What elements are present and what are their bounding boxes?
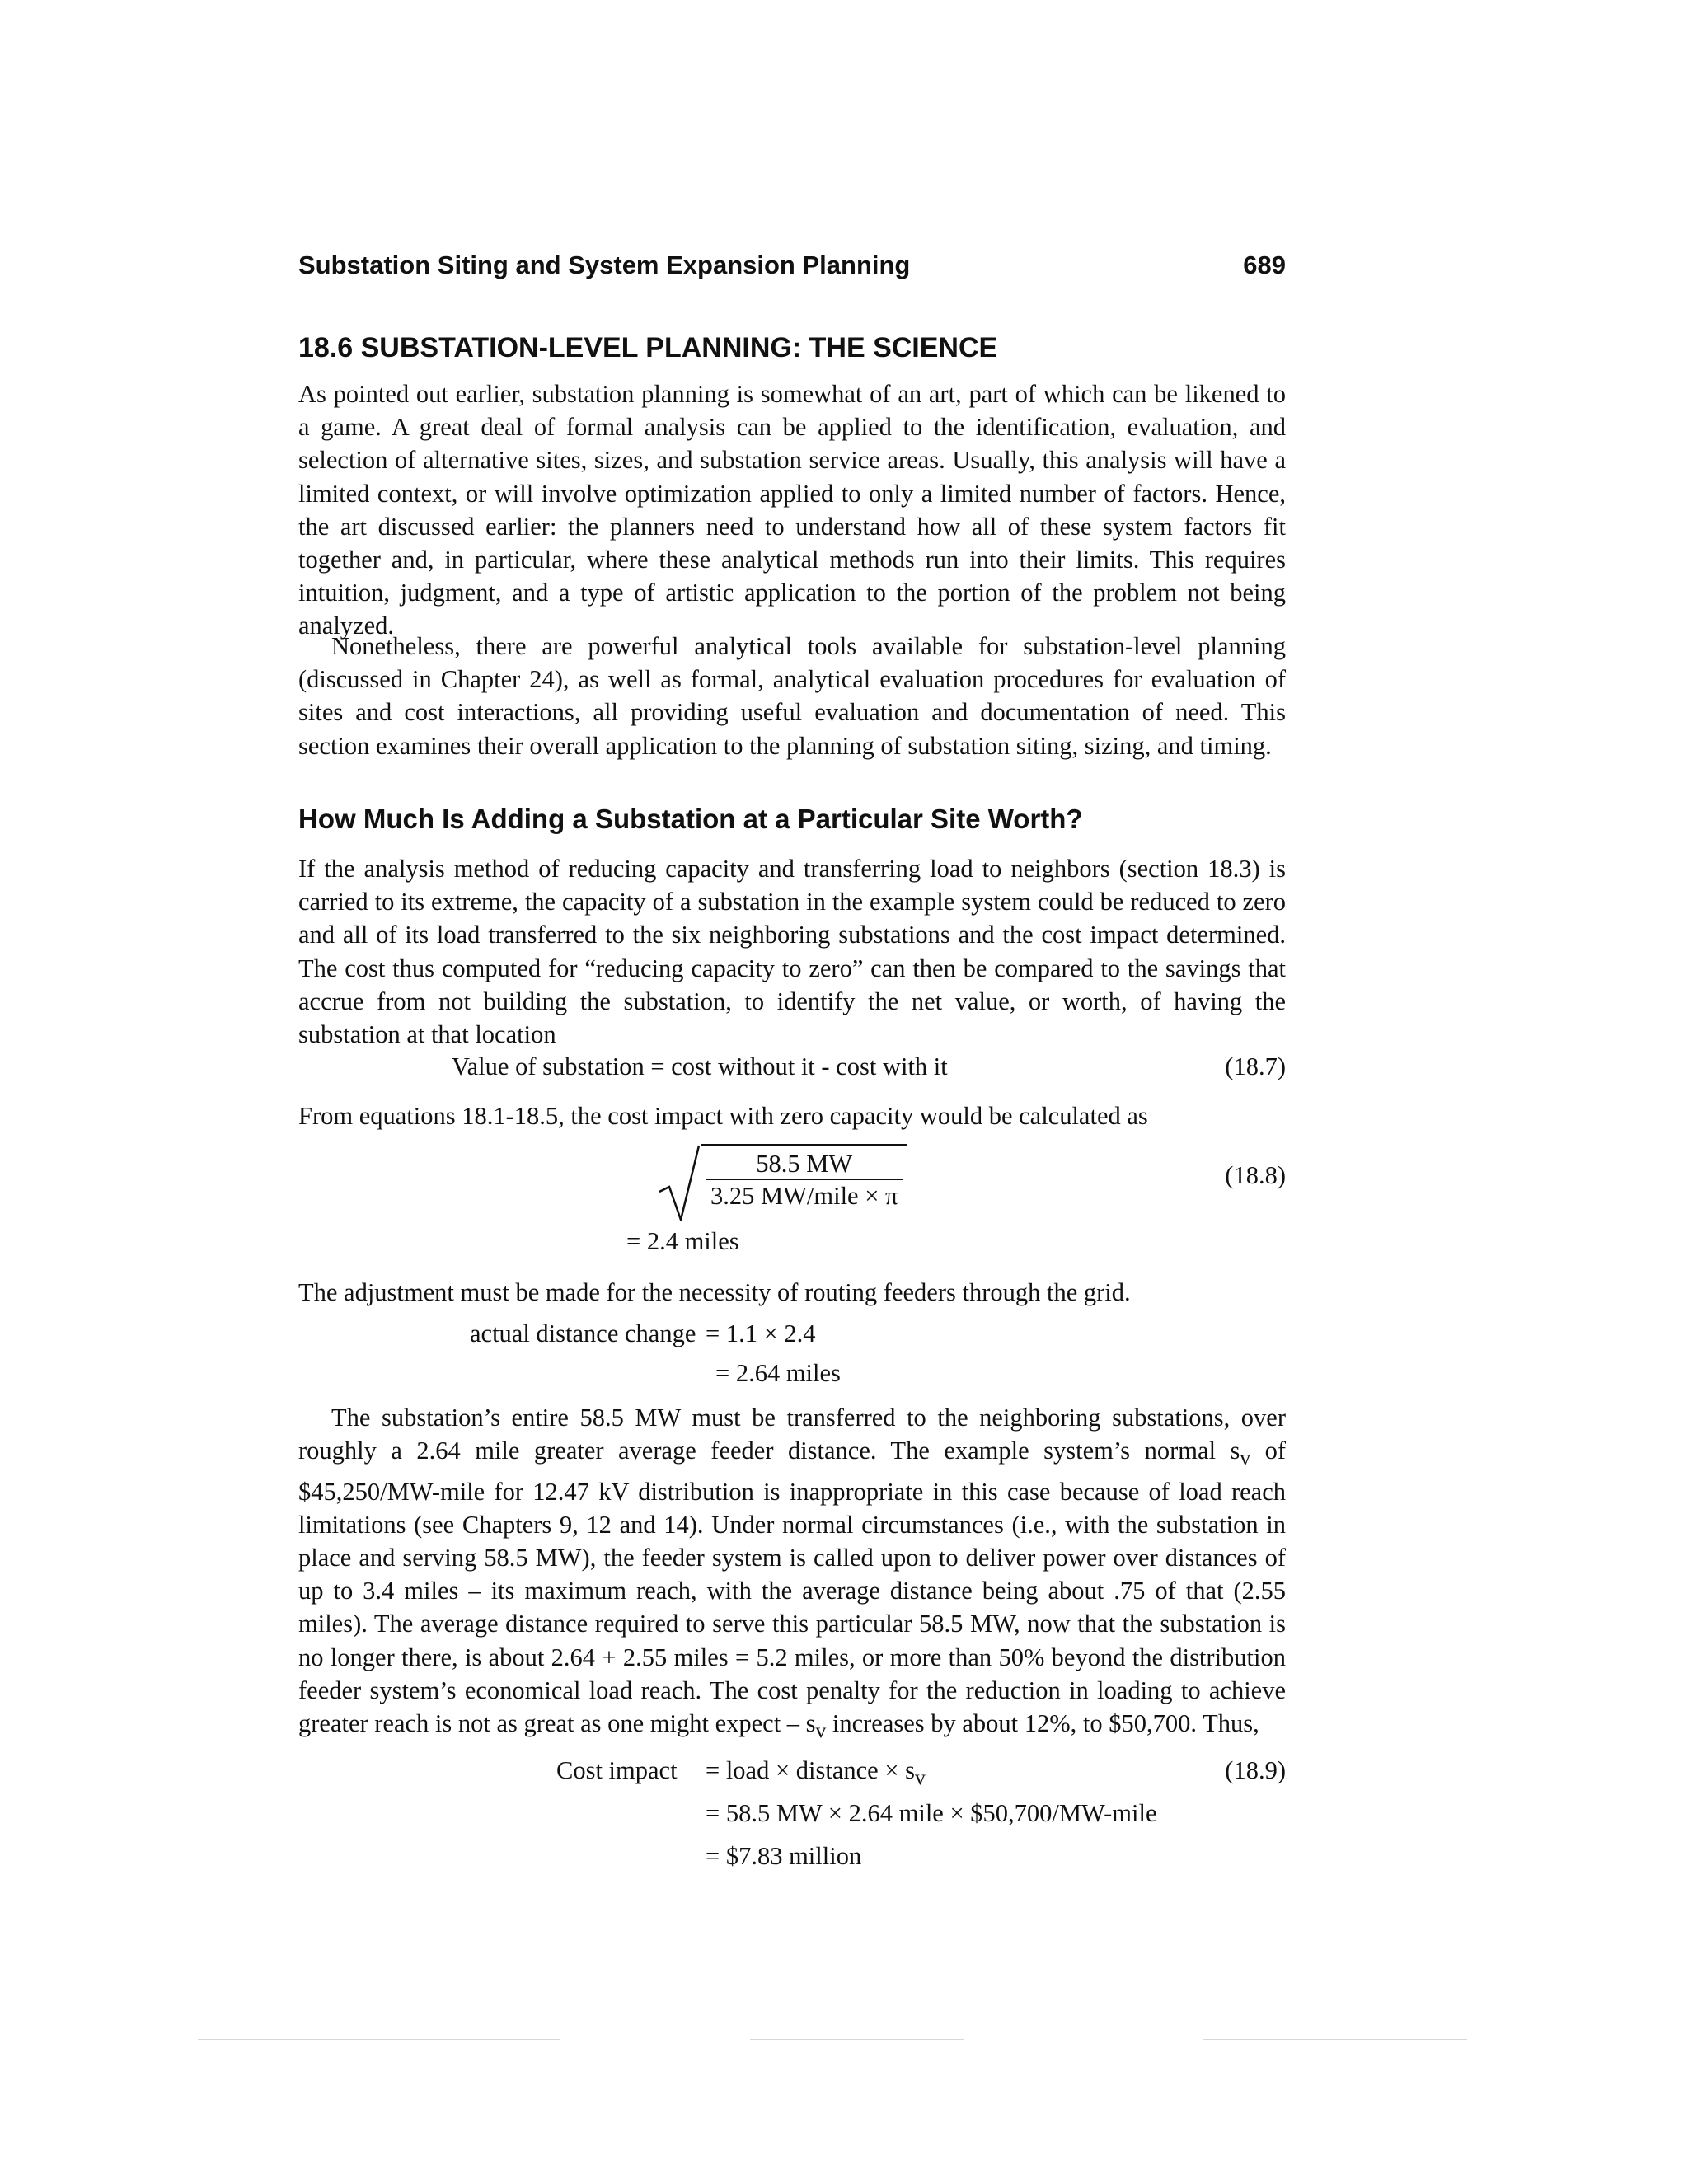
paragraph-entire-transfer (298, 1401, 1286, 1747)
cost-impact-line1 (706, 1754, 926, 1794)
equation-number-18-8: (18.8) (1225, 1161, 1286, 1189)
equation-18-8 (658, 1144, 907, 1221)
radical-sign-icon (658, 1144, 701, 1221)
section-heading: 18.6 SUBSTATION-LEVEL PLANNING: THE SCIENCE (298, 332, 998, 363)
paragraph-nonetheless: Nonetheless, there are powerful analytical tools available for substation-level planning (discussed in Chapter 24), as well as formal, analytical evaluation procedures for evaluation of sites and cost interactions, all providing useful evaluation and documentation of need. This section examines their overall application to the planning of substation siting, sizing, and timing. (298, 632, 1286, 760)
subheading: How Much Is Adding a Substation at a Particular Site Worth? (298, 804, 1083, 834)
page-number: 689 (1243, 251, 1286, 279)
equation-18-8-denominator: 3.25 MW/mile × π (710, 1182, 898, 1210)
equation-number-18-7: (18.7) (1225, 1052, 1286, 1080)
running-title: Substation Siting and System Expansion Planning (298, 251, 911, 279)
subscript-v-2: v (815, 1719, 827, 1743)
scan-artifact-line-left (198, 2039, 560, 2040)
equation-18-7: Value of substation = cost without it - cost with it (452, 1052, 948, 1080)
paragraph-reducing-capacity: If the analysis method of reducing capacity and transferring load to neighbors (section 18.3) is carried to its extreme, the capacity of a substation in the example system could be reduced to zero and all of its load transferred to the six neighboring substations and the cost impact determined. The cost thus computed for “reducing capacity to zero” can then be compared to the savings that accrue from not building the substation, to identify the net value, or worth, of having the substation at that location (298, 855, 1286, 1049)
subscript-v: v (1240, 1446, 1251, 1470)
cost-impact-line3: = $7.83 million (706, 1842, 862, 1870)
scan-artifact-line-right (1203, 2039, 1467, 2040)
equation-18-8-numerator: 58.5 MW (706, 1149, 903, 1180)
paragraph-entire-transfer-part3: increases by about 12%, to $50,700. Thus, (826, 1708, 1259, 1737)
distance-change-line1: = 1.1 × 2.4 (706, 1319, 816, 1347)
equation-number-18-9: (18.9) (1225, 1756, 1286, 1784)
paragraph-entire-transfer-part2: of $45,250/MW-mile for 12.47 kV distribution is inappropriate in this case because of load reach limitations (see Chapters 9, 12 and 14). Under normal circumstances (i.e., with the substation in place and serving 58.5 MW), the feeder system is called upon to deliver power over distances of up to 3.4 miles – its maximum reach, with the average distance being about .75 of that (2.55 miles). The average distance required to serve this particular 58.5 MW, now that the substation is no longer there, is about 2.64 + 2.55 miles = 5.2 miles, or more than 50% beyond the distribution feeder system’s economical load reach. The cost penalty for the reduction in loading to achieve greater reach is not as great as one might expect – s (298, 1436, 1286, 1737)
paragraph-entire-transfer-part1: The substation’s entire 58.5 MW must be transferred to the neighboring substations, over roughly a 2.64 mile greater average feeder distance. The example system’s normal s (298, 1404, 1286, 1465)
paragraph-from-equations: From equations 18.1-18.5, the cost impact with zero capacity would be calculated as (298, 1102, 1148, 1130)
scan-artifact-line-middle (750, 2039, 964, 2040)
distance-change-line2: = 2.64 miles (715, 1359, 841, 1387)
equation-18-8-result: = 2.4 miles (626, 1227, 739, 1255)
paragraph-intro: As pointed out earlier, substation planning is somewhat of an art, part of which can be likened to a game. A great deal of formal analysis can be applied to the identification, evaluation, and selection of alternative sites, sizes, and substation service areas. Usually, this analysis will have a limited context, or will involve optimization applied to only a limited number of factors. Hence, the art discussed earlier: the planners need to understand how all of these system factors fit together and, in particular, where these analytical methods run into their limits. This requires intuition, judgment, and a type of artistic application to the portion of the problem not being analyzed. (298, 380, 1286, 640)
distance-change-label: actual distance change (470, 1319, 696, 1347)
cost-impact-label: Cost impact (556, 1756, 678, 1784)
subscript-v-3: v (915, 1766, 926, 1790)
cost-impact-line2: = 58.5 MW × 2.64 mile × $50,700/MW-mile (706, 1799, 1157, 1827)
cost-impact-line1-text: = load × distance × s (706, 1756, 916, 1784)
paragraph-adjustment: The adjustment must be made for the necessity of routing feeders through the grid. (298, 1278, 1131, 1306)
